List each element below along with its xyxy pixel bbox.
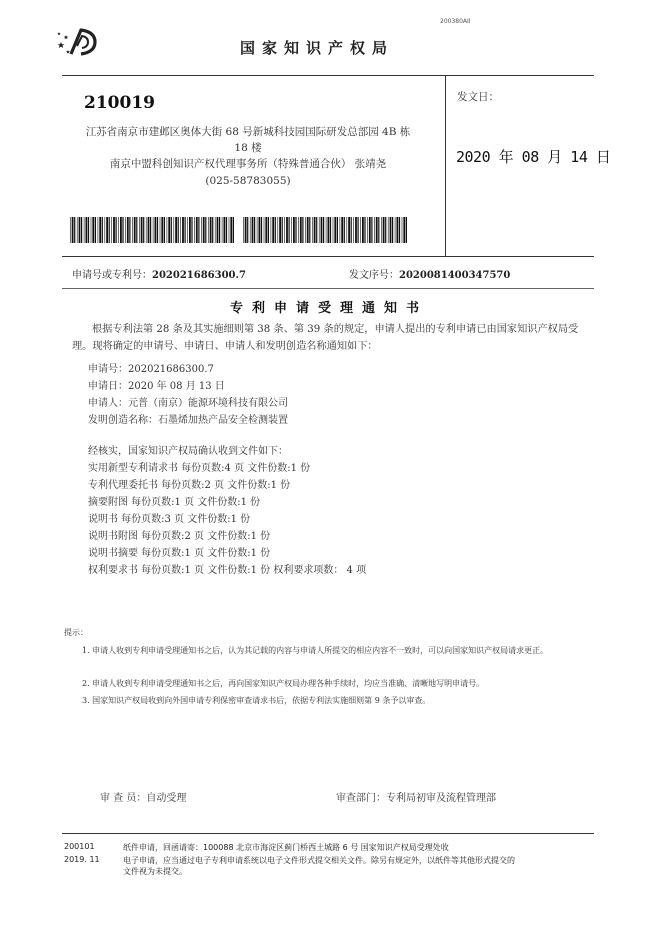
footer-rule xyxy=(62,833,594,834)
field-application-number: 申请号：202021686300.7 xyxy=(88,364,214,375)
examination-department: 审查部门：专利局初审及流程管理部 xyxy=(336,793,496,804)
document-item: 权利要求书 每份页数:1 页 文件份数:1 份 权利要求项数： 4 项 xyxy=(88,565,367,576)
document-item: 说明书摘要 每份页数:1 页 文件份数:1 份 xyxy=(88,548,271,559)
column-divider xyxy=(445,75,446,256)
agent-line: 南京中盟科创知识产权代理事务所（特殊普通合伙） 张靖尧 xyxy=(109,158,387,170)
field-invention-title: 发明创造名称：石墨烯加热产品安全检测装置 xyxy=(88,415,288,426)
sequence-number-value: 2020081400347570 xyxy=(399,270,511,281)
footer-electronic-note: 电子申请，应当通过电子专利申请系统以电子文件形式提交相关文件。除另有规定外，以纸件等其他形式提交的 xyxy=(123,856,515,865)
document-item: 说明书附图 每份页数:2 页 文件份数:1 份 xyxy=(88,531,271,542)
address-line-2: 18 楼 xyxy=(234,142,262,154)
sequence-number xyxy=(349,266,510,281)
barcode-right xyxy=(243,217,407,243)
notice-title: 专利申请受理通知书 xyxy=(229,301,428,316)
tip-item: 1. 申请人收到专利申请受理通知书之后，认为其记载的内容与申请人所提交的相应内容不一致时，可以向国家知识产权局请求更正。 xyxy=(82,646,549,655)
agency-name: 国家知识产权局 xyxy=(240,39,395,57)
form-code: 200380AII xyxy=(440,18,471,25)
phone-line: (025-58783055) xyxy=(205,175,291,187)
footer-code-2: 2019. 11 xyxy=(64,855,100,864)
document-item: 说明书 每份页数:3 页 文件份数:1 份 xyxy=(88,514,251,525)
sequence-number-label: 发文序号： xyxy=(349,270,399,281)
postcode: 210019 xyxy=(84,93,155,113)
send-date-value: 2020 年 08 月 14 日 xyxy=(456,148,611,166)
number-bottom-rule xyxy=(62,288,594,289)
top-rule xyxy=(62,75,594,76)
field-application-date: 申请日：2020 年 08 月 13 日 xyxy=(88,381,225,392)
send-date-label: 发文日： xyxy=(457,91,499,103)
tips-title: 提示： xyxy=(64,628,88,637)
cnipa-emblem-icon xyxy=(55,24,101,58)
application-number-label: 申请号或专利号： xyxy=(72,270,152,281)
tip-item: 2. 申请人收到专利申请受理通知书之后，再向国家知识产权局办理各种手续时，均应当准确、清晰地写明申请号。 xyxy=(82,679,485,688)
document-item: 实用新型专利请求书 每份页数:4 页 文件份数:1 份 xyxy=(88,463,311,474)
verified-intro: 经核实，国家知识产权局确认收到文件如下： xyxy=(88,446,288,457)
examiner: 审 查 员：自动受理 xyxy=(100,793,187,804)
footer-code-1: 200101 xyxy=(64,842,95,851)
footer-electronic-note-cont: 文件视为未提交。 xyxy=(123,867,187,876)
barcode-left xyxy=(70,217,234,243)
document-item: 摘要附图 每份页数:1 页 文件份数:1 份 xyxy=(88,497,261,508)
header-bottom-rule xyxy=(62,256,594,257)
application-number xyxy=(72,266,246,281)
application-number-value: 202021686300.7 xyxy=(152,270,246,281)
tip-item: 3. 国家知识产权局收到向外国申请专利保密审查请求书后，依据专利法实施细则第 9 条予以审查。 xyxy=(82,696,431,705)
field-applicant: 申请人：元普（南京）能源环境科技有限公司 xyxy=(88,398,288,409)
document-item: 专利代理委托书 每份页数:2 页 文件份数:1 份 xyxy=(88,480,291,491)
address-line-1: 江苏省南京市建邺区奥体大街 68 号新城科技园国际研发总部园 4B 栋 xyxy=(85,126,411,138)
notice-intro: 根据专利法第 28 条及其实施细则第 38 条、第 39 条的规定，申请人提出的专利申请已由国家知识产权局受理。现将确定的申请号、申请日、申请人和发明创造名称通知如下： xyxy=(72,324,579,352)
footer-paper-address: 纸件申请，回函请寄：100088 北京市海淀区蓟门桥西土城路 6 号 国家知识产权局受理处收 xyxy=(123,843,449,852)
